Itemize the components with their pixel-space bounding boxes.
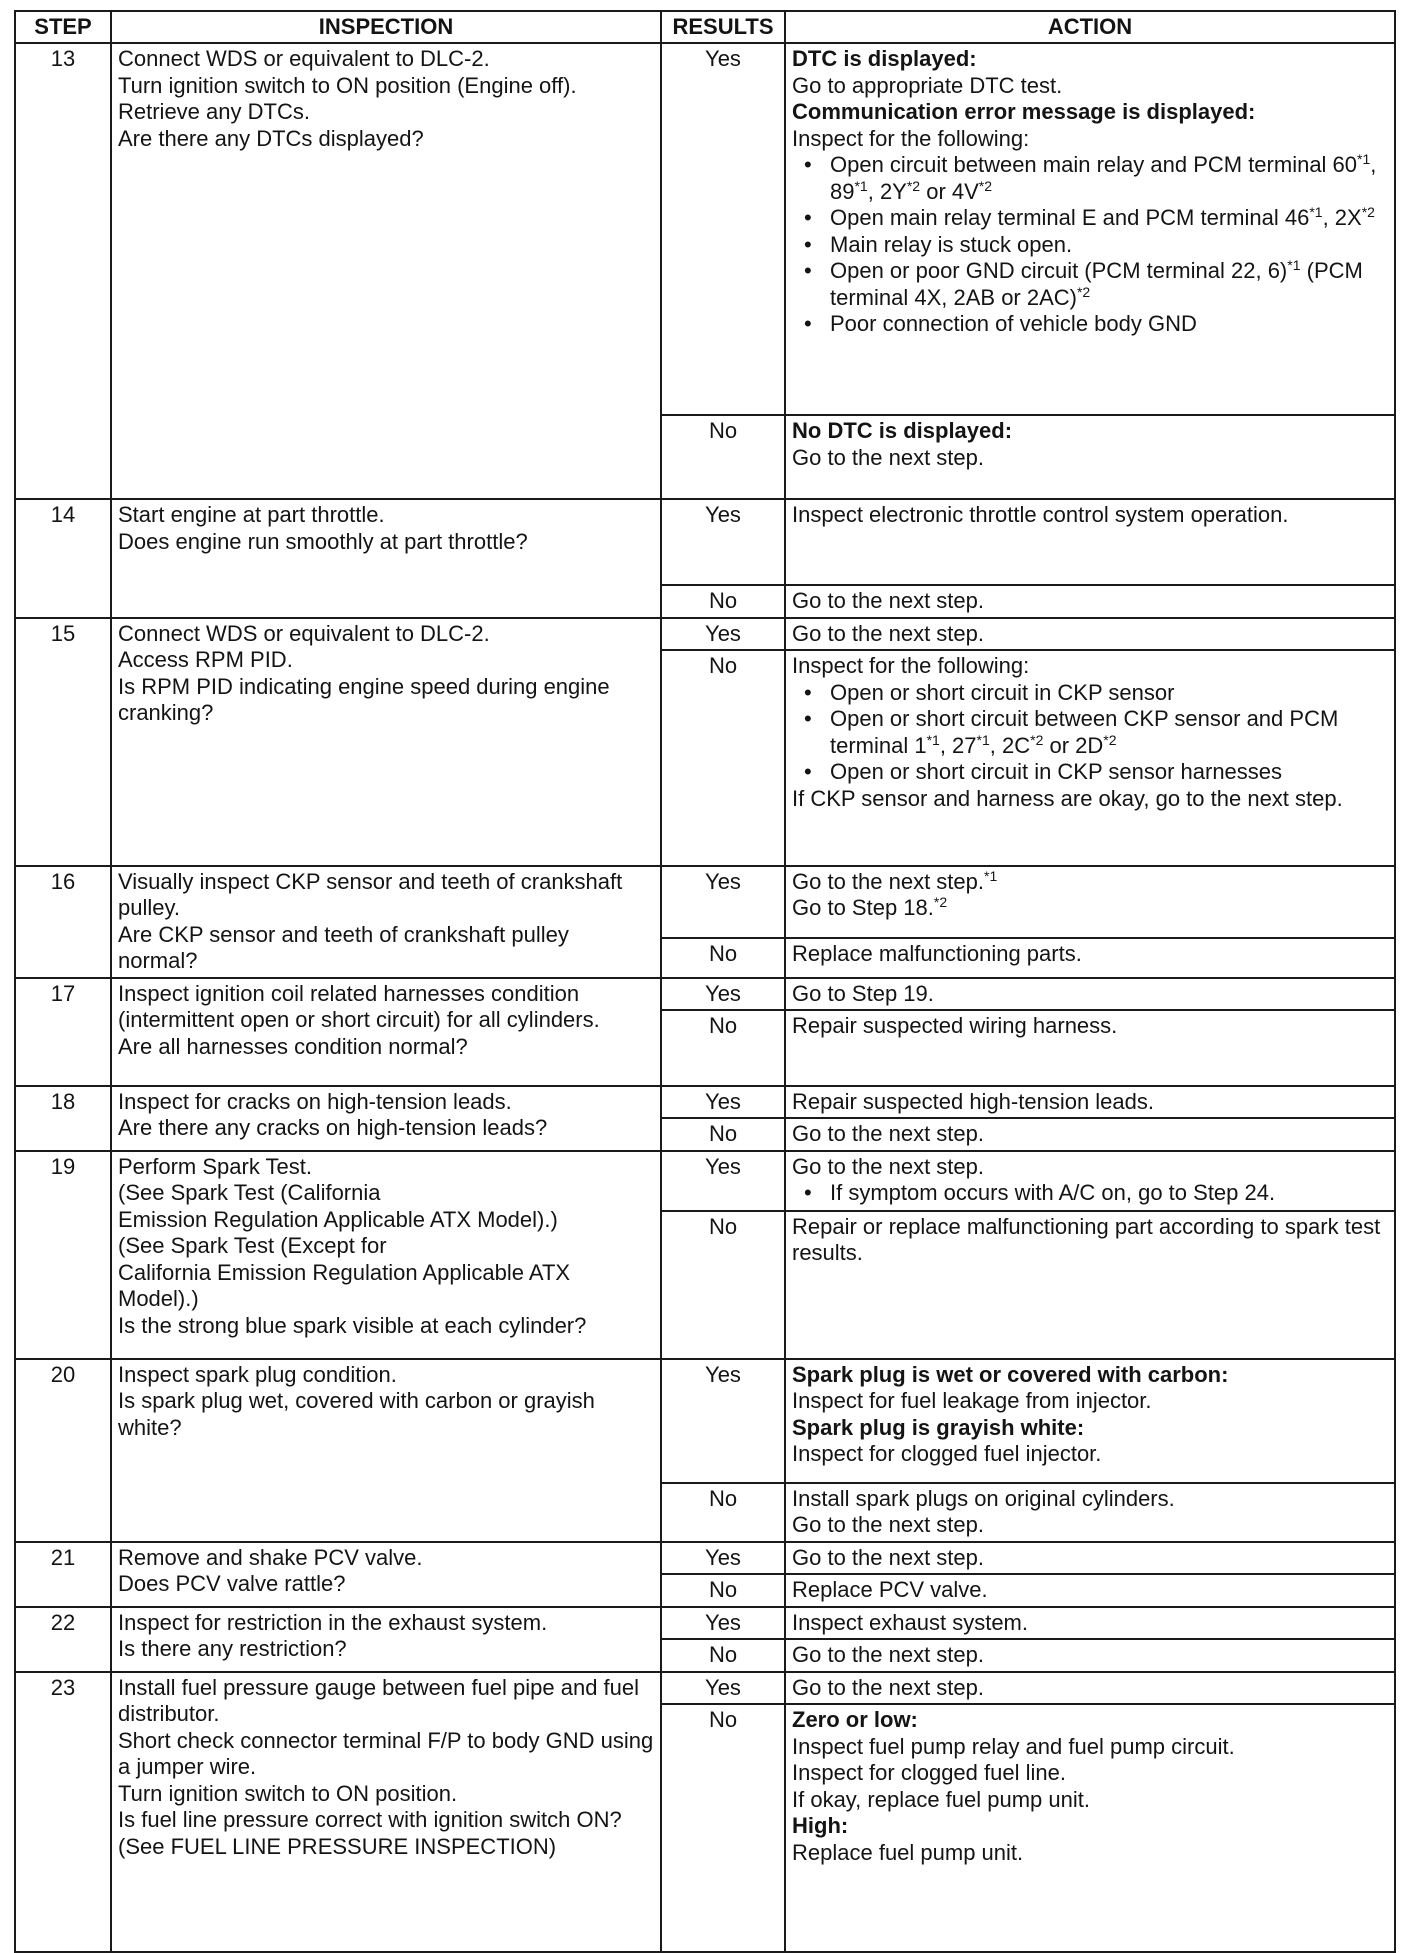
inspection-cell: [111, 499, 661, 618]
action-cell: [785, 499, 1395, 585]
action-line: Go to the next step.: [792, 444, 985, 470]
inspection-cell: [111, 1151, 661, 1359]
action-line: Go to the next step.: [792, 588, 985, 613]
action-cell: [785, 1483, 1395, 1542]
step-row: [15, 1359, 1395, 1483]
inspection-line: Does PCV valve rattle?: [118, 1571, 346, 1596]
step-row: [15, 978, 1395, 1011]
result-cell: No: [661, 650, 785, 866]
action-line: Go to the next step.: [792, 620, 985, 646]
step-number: 20: [15, 1359, 111, 1542]
step-row: [15, 1672, 1395, 1705]
inspection-line: Remove and shake PCV valve.: [118, 1544, 423, 1570]
action-cell: [785, 1542, 1395, 1575]
action-cell: [785, 1574, 1395, 1607]
step-number: 14: [15, 499, 111, 618]
action-cell: [785, 43, 1395, 415]
action-line: Inspect for the following:: [792, 653, 1030, 678]
action-line: Repair suspected high-tension leads.: [792, 1088, 1155, 1114]
action-bullet: • Main relay is stuck open.: [792, 232, 1388, 259]
step-row: [15, 1542, 1395, 1575]
step-number: 23: [15, 1672, 111, 1952]
inspection-line: Connect WDS or equivalent to DLC-2.: [118, 620, 490, 646]
header-action: ACTION: [785, 11, 1395, 43]
inspection-line: Inspect for restriction in the exhaust system.: [118, 1609, 548, 1635]
inspection-line: Are CKP sensor and teeth of crankshaft pulley normal?: [118, 921, 569, 973]
inspection-cell: [111, 618, 661, 866]
action-heading: DTC is displayed:: [792, 46, 977, 71]
action-bullet: • Open or short circuit between CKP sensor and PCM terminal 1$^{*1}$, 27$^{*1}$, $2C^{*2}$ or $2D^{*2}$: [792, 706, 1388, 759]
action-cell: [785, 1359, 1395, 1483]
inspection-line: Is RPM PID indicating engine speed during engine cranking?: [118, 673, 610, 725]
result-cell: No: [661, 1010, 785, 1086]
footnote-marker: *2: [1103, 731, 1117, 748]
action-line: Go to the next step.: [792, 1642, 985, 1667]
inspection-cell: [111, 1359, 661, 1542]
result-cell: Yes: [661, 1151, 785, 1211]
action-cell: [785, 1672, 1395, 1705]
header-results: RESULTS: [661, 11, 785, 43]
result-cell: No: [661, 1704, 785, 1952]
result-cell: No: [661, 1118, 785, 1151]
action-line: Inspect electronic throttle control system operation.: [792, 502, 1289, 527]
diagnostic-procedure-sheet: [14, 10, 1394, 1953]
result-cell: Yes: [661, 618, 785, 651]
action-line: Inspect for fuel leakage from injector.: [792, 1388, 1152, 1413]
action-line: If CKP sensor and harness are okay, go to the next step.: [792, 785, 1343, 811]
inspection-line: California Emission Regulation Applicable ATX Model).): [118, 1259, 571, 1311]
inspection-cell: [111, 978, 661, 1086]
action-line: If okay, replace fuel pump unit.: [792, 1786, 1090, 1812]
header-step: STEP: [15, 11, 111, 43]
footnote-marker: *2: [1030, 731, 1044, 748]
action-line: Repair or replace malfunctioning part according to spark test results.: [792, 1213, 1381, 1265]
inspection-line: Connect WDS or equivalent to DLC-2.: [118, 46, 490, 71]
footnote-marker: *1: [926, 731, 940, 748]
action-line: Inspect for clogged fuel injector.: [792, 1441, 1102, 1466]
action-cell: [785, 866, 1395, 938]
step-row: [15, 43, 1395, 415]
inspection-line: Short check connector terminal F/P to body GND using a jumper wire.: [118, 1727, 654, 1779]
inspection-line: Inspect ignition coil related harnesses condition (intermittent open or short circuit) for all cylinders.: [118, 980, 600, 1032]
action-cell: [785, 1086, 1395, 1119]
action-heading: High:: [792, 1813, 849, 1838]
action-line: Go to the next step.$^{*1}$: [792, 867, 998, 894]
footnote-marker: *1: [1287, 257, 1301, 273]
action-bullet: • If symptom occurs with A/C on, go to Step 24.: [792, 1180, 1388, 1207]
inspection-line: Turn ignition switch to ON position (Engine off).: [118, 72, 577, 98]
step-row: [15, 1607, 1395, 1640]
inspection-line: Does engine run smoothly at part throttle?: [118, 528, 528, 554]
table-body: [15, 43, 1395, 1952]
inspection-cell: [111, 43, 661, 499]
inspection-line: Visually inspect CKP sensor and teeth of crankshaft pulley.: [118, 868, 623, 920]
footnote-marker: *2: [933, 894, 948, 910]
inspection-cell: [111, 1542, 661, 1607]
step-row: [15, 866, 1395, 938]
footnote-marker: *1: [854, 177, 868, 194]
step-row: [15, 1086, 1395, 1119]
action-cell: [785, 1639, 1395, 1672]
step-row: [15, 499, 1395, 585]
result-cell: Yes: [661, 43, 785, 415]
action-cell: [785, 1704, 1395, 1952]
action-line: Inspect for clogged fuel line.: [792, 1760, 1066, 1785]
action-bullet: • Open or short circuit in CKP sensor: [792, 680, 1388, 707]
footnote-marker: *2: [906, 177, 921, 194]
result-cell: Yes: [661, 1672, 785, 1705]
step-number: 15: [15, 618, 111, 866]
action-heading: Spark plug is grayish white:: [792, 1414, 1085, 1440]
action-cell: [785, 1010, 1395, 1086]
footnote-marker: *1: [1309, 204, 1323, 220]
action-bullet: • Poor connection of vehicle body GND: [792, 311, 1388, 338]
action-cell: [785, 1151, 1395, 1211]
inspection-line: Install fuel pressure gauge between fuel pipe and fuel distributor.: [118, 1674, 640, 1726]
inspection-line: Access RPM PID.: [118, 647, 293, 672]
action-bullet: • Open main relay terminal E and PCM terminal 46$^{*1}$, $2X^{*2}$: [792, 205, 1388, 232]
step-number: 22: [15, 1607, 111, 1672]
action-line: Replace malfunctioning parts.: [792, 940, 1082, 966]
action-heading: Communication error message is displayed:: [792, 99, 1256, 124]
result-cell: No: [661, 1483, 785, 1542]
action-line: Inspect for the following:: [792, 125, 1030, 151]
step-number: 19: [15, 1151, 111, 1359]
inspection-line: Inspect for cracks on high-tension leads.: [118, 1088, 512, 1114]
action-line: Inspect fuel pump relay and fuel pump circuit.: [792, 1733, 1235, 1759]
action-cell: [785, 618, 1395, 651]
footnote-marker: *2: [1361, 204, 1375, 220]
action-cell: [785, 978, 1395, 1011]
inspection-line: Is there any restriction?: [118, 1636, 347, 1661]
step-number: 16: [15, 866, 111, 978]
result-cell: No: [661, 1639, 785, 1672]
result-cell: Yes: [661, 866, 785, 938]
step-number: 13: [15, 43, 111, 499]
result-cell: Yes: [661, 978, 785, 1011]
footnote-marker: *1: [984, 867, 998, 884]
inspection-line: Are all harnesses condition normal?: [118, 1033, 468, 1059]
inspection-cell: [111, 1672, 661, 1952]
result-cell: Yes: [661, 499, 785, 585]
footnote-marker: *2: [978, 177, 993, 194]
action-cell: [785, 585, 1395, 618]
inspection-cell: [111, 1086, 661, 1151]
action-cell: [785, 1607, 1395, 1640]
action-line: Inspect exhaust system.: [792, 1609, 1028, 1635]
step-number: 18: [15, 1086, 111, 1151]
inspection-line: Perform Spark Test.: [118, 1153, 312, 1179]
inspection-line: Retrieve any DTCs.: [118, 99, 310, 124]
inspection-line: Turn ignition switch to ON position.: [118, 1780, 458, 1806]
action-cell: [785, 938, 1395, 978]
result-cell: No: [661, 415, 785, 499]
action-cell: [785, 415, 1395, 499]
action-cell: [785, 650, 1395, 866]
step-row: [15, 1151, 1395, 1211]
inspection-line: Start engine at part throttle.: [118, 502, 385, 527]
inspection-line: Is fuel line pressure correct with ignition switch ON?: [118, 1807, 622, 1832]
action-heading: Zero or low:: [792, 1707, 918, 1732]
inspection-line: Are there any cracks on high-tension leads?: [118, 1115, 548, 1140]
step-number: 21: [15, 1542, 111, 1607]
inspection-cell: [111, 1607, 661, 1672]
result-cell: No: [661, 585, 785, 618]
action-cell: [785, 1211, 1395, 1359]
action-cell: [785, 1118, 1395, 1151]
inspection-line: (See Spark Test (California: [118, 1180, 381, 1205]
action-heading: No DTC is displayed:: [792, 418, 1013, 443]
inspection-line: (See FUEL LINE PRESSURE INSPECTION): [118, 1833, 557, 1859]
inspection-cell: [111, 866, 661, 978]
action-heading: Spark plug is wet or covered with carbon:: [792, 1361, 1229, 1387]
footnote-marker: *2: [1076, 283, 1091, 300]
result-cell: No: [661, 1574, 785, 1607]
inspection-line: Is the strong blue spark visible at each cylinder?: [118, 1312, 587, 1338]
action-line: Go to the next step.: [792, 1674, 985, 1700]
action-line: Repair suspected wiring harness.: [792, 1013, 1118, 1038]
footnote-marker: *1: [1357, 151, 1371, 167]
action-line: Go to the next step.: [792, 1153, 985, 1179]
inspection-line: Inspect spark plug condition.: [118, 1361, 397, 1387]
result-cell: No: [661, 1211, 785, 1359]
action-line: Go to appropriate DTC test.: [792, 72, 1063, 98]
action-line: Go to the next step.: [792, 1512, 985, 1537]
action-bullet: • Open circuit between main relay and PCM terminal 60$^{*1}$, 89$^{*1}$, $2Y^{*2}$ or $4V^{*2}$: [792, 152, 1388, 205]
action-bullet: • Open or poor GND circuit (PCM terminal 22, 6)$^{*1}$ (PCM terminal 4X, 2AB or 2AC)$^{*2}$: [792, 258, 1388, 311]
action-bullet: • Open or short circuit in CKP sensor harnesses: [792, 759, 1388, 786]
inspection-line: Emission Regulation Applicable ATX Model).): [118, 1206, 558, 1232]
inspection-line: Is spark plug wet, covered with carbon or grayish white?: [118, 1388, 595, 1440]
diagnostic-table: [14, 10, 1396, 1953]
action-line: Go to Step 18.$^{*2}$: [792, 894, 948, 920]
result-cell: No: [661, 938, 785, 978]
action-line: Go to the next step.: [792, 1121, 985, 1146]
step-row: [15, 618, 1395, 651]
inspection-line: Are there any DTCs displayed?: [118, 125, 424, 151]
action-line: Go to Step 19.: [792, 980, 934, 1006]
result-cell: Yes: [661, 1607, 785, 1640]
footnote-marker: *1: [976, 731, 990, 748]
header-row: [15, 11, 1395, 43]
action-line: Install spark plugs on original cylinders.: [792, 1485, 1175, 1511]
step-number: 17: [15, 978, 111, 1086]
action-line: Replace fuel pump unit.: [792, 1839, 1024, 1865]
header-inspection: INSPECTION: [111, 11, 661, 43]
action-line: Replace PCV valve.: [792, 1577, 988, 1602]
result-cell: Yes: [661, 1086, 785, 1119]
inspection-line: (See Spark Test (Except for: [118, 1233, 387, 1258]
action-line: Go to the next step.: [792, 1544, 985, 1570]
result-cell: Yes: [661, 1359, 785, 1483]
result-cell: Yes: [661, 1542, 785, 1575]
